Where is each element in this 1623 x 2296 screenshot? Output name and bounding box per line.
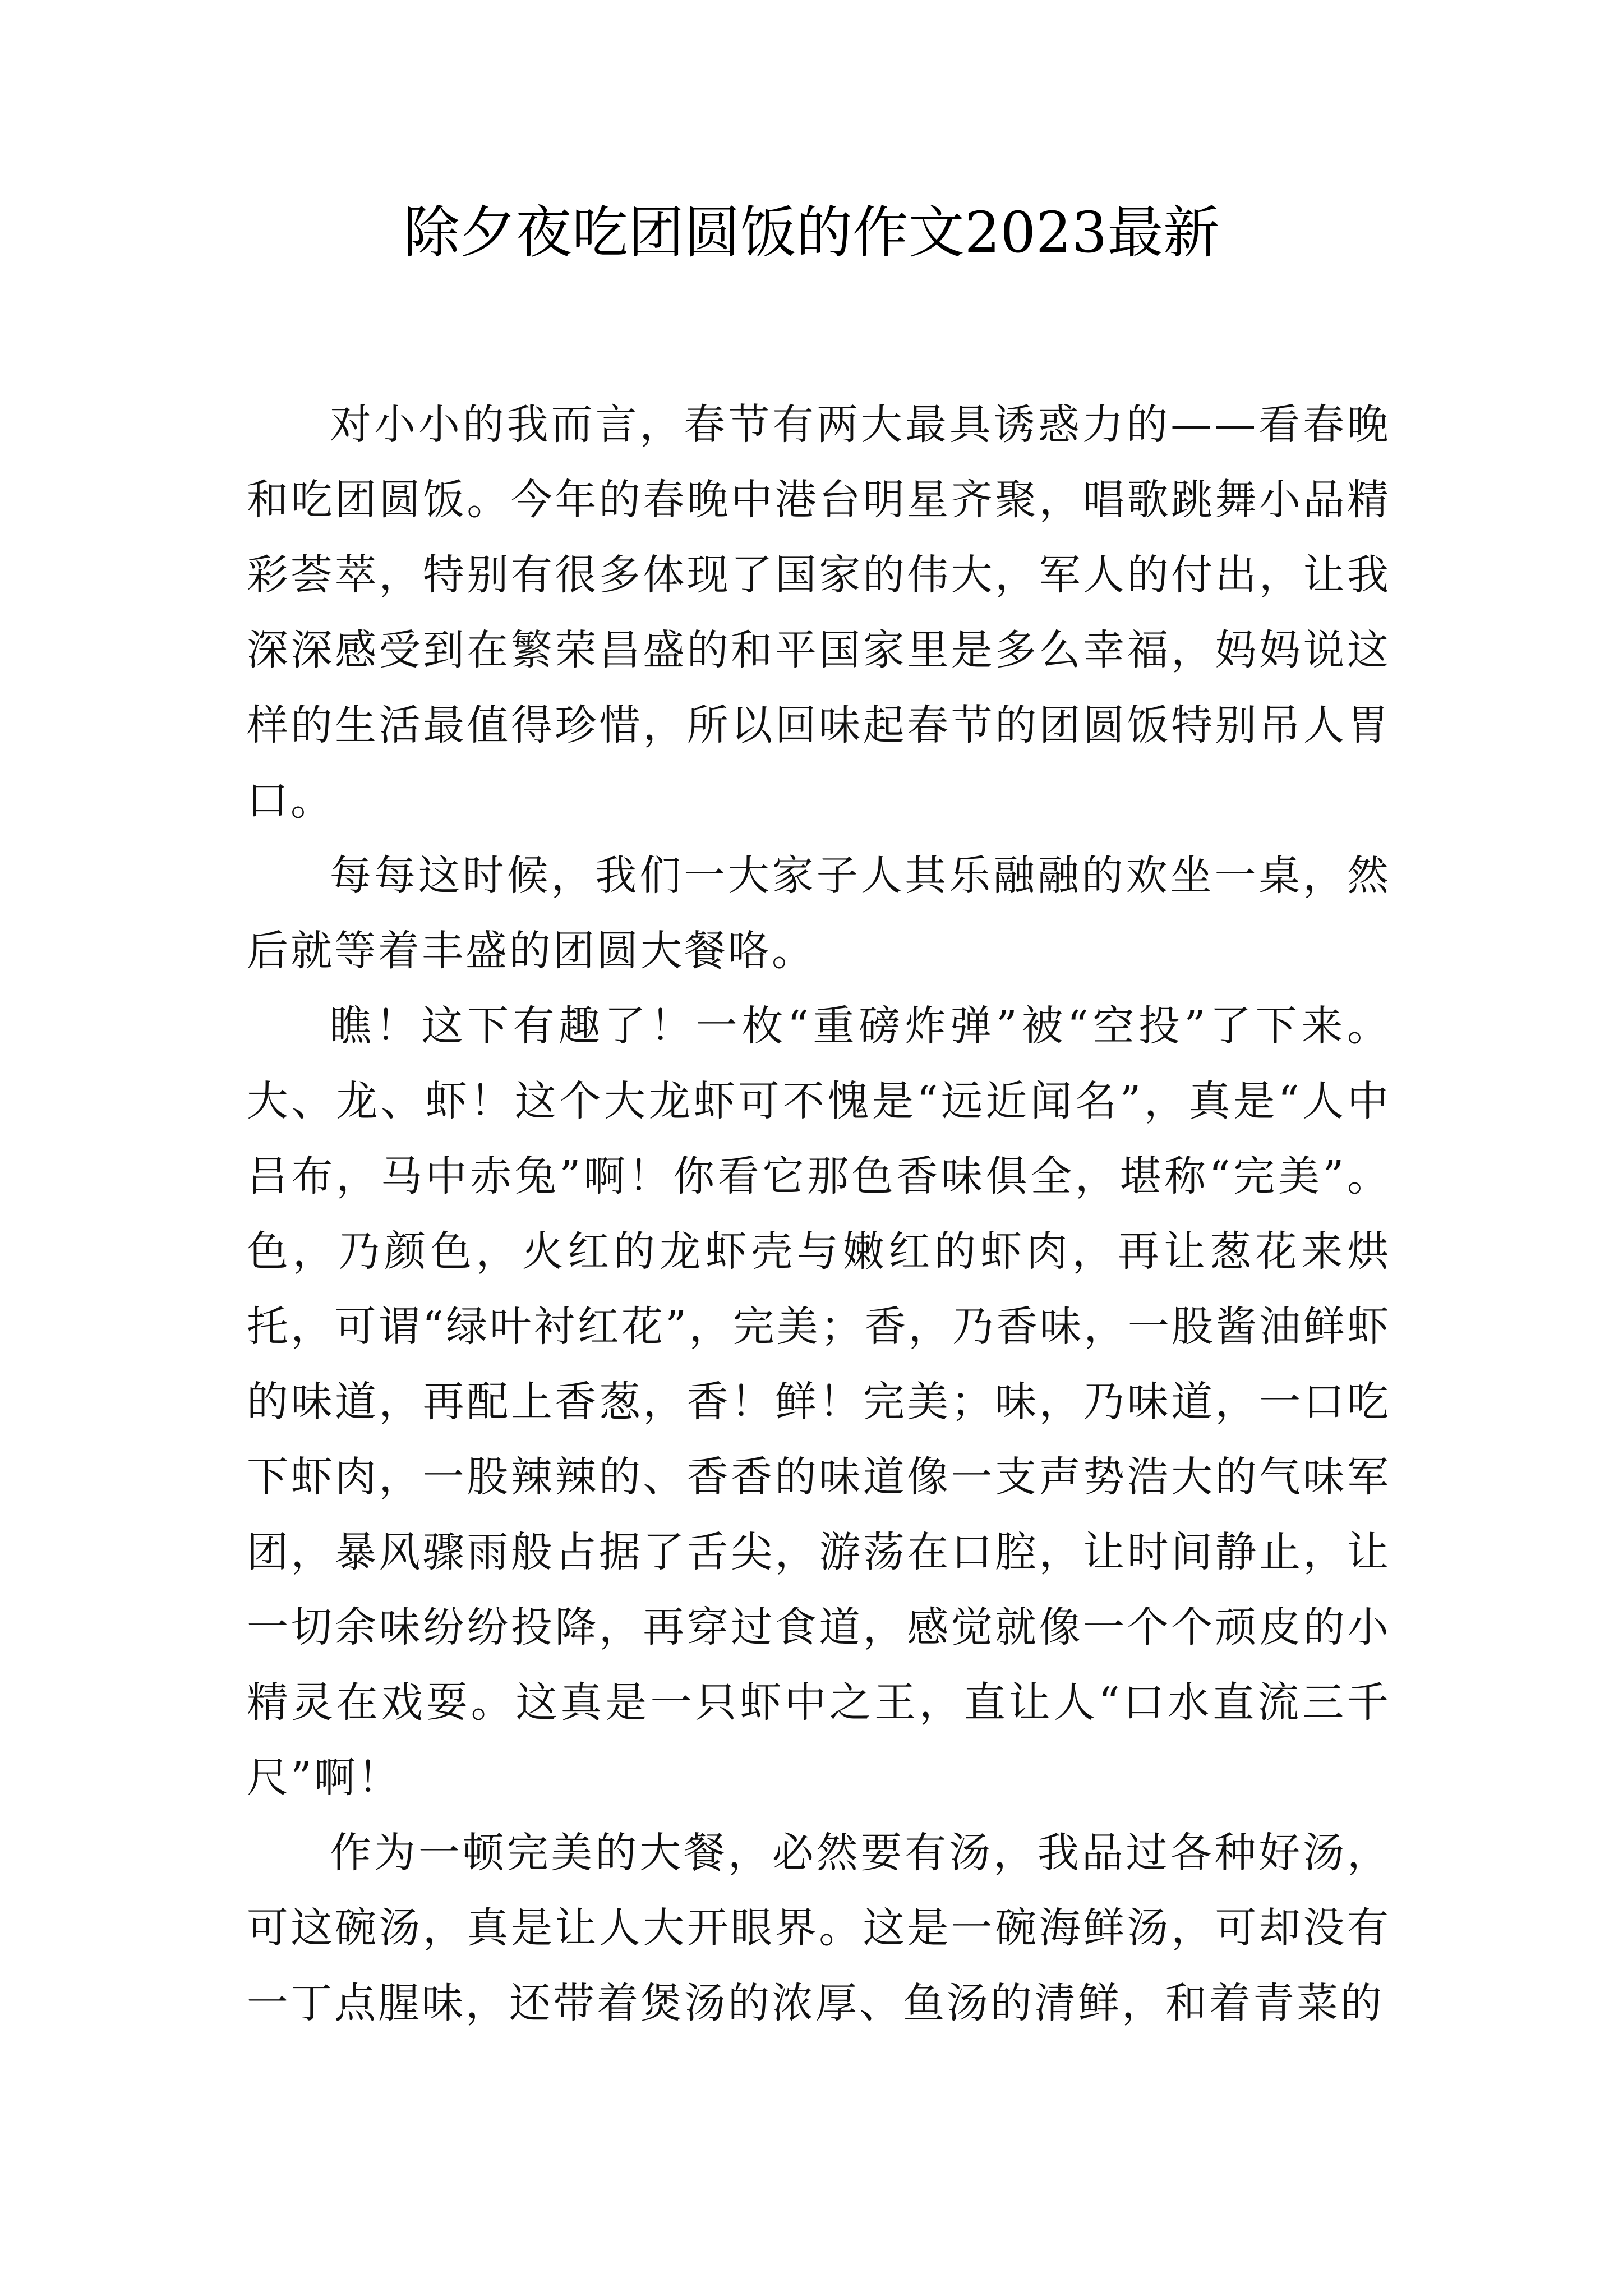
document-title: 除夕夜吃团圆饭的作文2023最新 [403,200,1220,265]
paragraph: 瞧！这下有趣了！一枚“重磅炸弹”被“空投”了下来。大、龙、虾！这个大龙虾可不愧是“远近闻名”，真是“人中吕布，马中赤兔”啊！你看它那色香味俱全，堪称“完美”。色，乃颜色，火红的龙虾壳与嫩红的虾肉，再让葱花来烘托，可谓“绿叶衬红花”，完美；香，乃香味，一股酱油鲜虾的味道，再配上香葱，香！鲜！完美；味，乃味道，一口吃下虾肉，一股辣辣的、香香的味道像一支声势浩大的气味军团，暴风骤雨般占据了舌尖，游荡在口腔，让时间静止，让一切余味纷纷投降，再穿过食道，感觉就像一个个顽皮的小精灵在戏耍。这真是一只虾中之王，直让人“口水直流三千尺”啊！ [247,1002,1391,1802]
paragraph: 每每这时候，我们一大家子人其乐融融的欢坐一桌，然后就等着丰盛的团圆大餐咯。 [247,852,1391,975]
document-body [247,387,1391,2041]
paragraph: 对小小的我而言，春节有两大最具诱惑力的——看春晚和吃团圆饭。今年的春晚中港台明星齐聚，唱歌跳舞小品精彩荟萃，特别有很多体现了国家的伟大，军人的付出，让我深深感受到在繁荣昌盛的和平国家里是多么幸福，妈妈说这样的生活最值得珍惜，所以回味起春节的团圆饭特别吊人胃口。 [247,401,1391,825]
paragraph: 作为一顿完美的大餐，必然要有汤，我品过各种好汤，可这碗汤，真是让人大开眼界。这是一碗海鲜汤，可却没有一丁点腥味，还带着煲汤的浓厚、鱼汤的清鲜，和着青菜的 [247,1829,1391,2027]
